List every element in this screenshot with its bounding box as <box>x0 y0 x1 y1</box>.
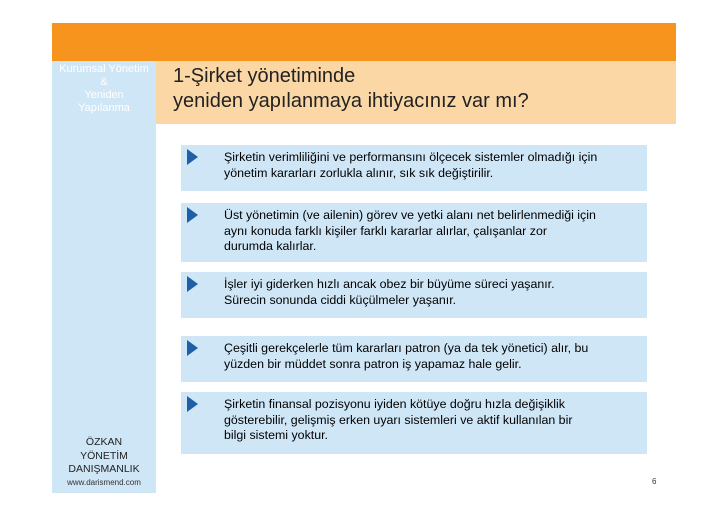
bullet-line: aynı konuda farklı kişiler farklı kararlar alırlar, çalışanlar zor <box>224 223 547 238</box>
sidebar-panel <box>52 61 156 493</box>
arrow-right-icon <box>187 149 198 165</box>
page-title-line: 1-Şirket yönetiminde <box>173 65 356 87</box>
bullet-item-4 <box>181 336 647 382</box>
bullet-text <box>224 150 642 181</box>
bullet-text <box>224 397 642 444</box>
website-link[interactable]: www.darismend.com <box>67 478 141 487</box>
bullet-line: Şirketin finansal pozisyonu iyiden kötüye doğru hızla değişiklik <box>224 397 565 411</box>
page-title <box>173 64 529 114</box>
bullet-text <box>224 341 642 372</box>
arrow-right-icon <box>187 207 198 223</box>
bullet-text <box>224 277 642 308</box>
bullet-text <box>224 208 642 255</box>
bullet-line: İşler iyi giderken hızlı ancak obez bir büyüme süreci yaşanır. <box>224 277 555 291</box>
sidebar-title-line: Yeniden <box>84 89 124 101</box>
bullet-line: Üst yönetimin (ve ailenin) görev ve yetki alanı net belirlenmediği için <box>224 208 596 222</box>
bullet-line: bilgi sistemi yoktur. <box>224 428 328 442</box>
bullet-line: yüzden bir müddet sonra patron iş yapamaz hale gelir. <box>224 356 522 371</box>
arrow-right-icon <box>187 276 198 292</box>
bullet-item-5 <box>181 392 647 454</box>
company-name-line: YÖNETİM <box>80 449 128 462</box>
header-orange-band <box>52 23 676 61</box>
bullet-line: gösterebilir, gelişmiş erken uyarı sistemleri ve aktif kullanılan bir <box>224 412 573 427</box>
company-name-line: ÖZKAN <box>85 436 123 448</box>
company-name <box>52 436 156 477</box>
sidebar-title-line: Kurumsal Yönetim <box>59 63 149 75</box>
arrow-right-icon <box>187 396 198 412</box>
sidebar-title <box>52 63 156 115</box>
page-title-line: yeniden yapılanmaya ihtiyacınız var mı? <box>173 90 529 112</box>
company-name-line: DANIŞMANLIK <box>68 463 140 475</box>
bullet-line: Sürecin sonunda ciddi küçülmeler yaşanır. <box>224 292 457 307</box>
arrow-right-icon <box>187 340 198 356</box>
bullet-line: yönetim kararları zorlukla alınır, sık sık değiştirilir. <box>224 165 494 180</box>
sidebar-title-line: & <box>100 76 108 88</box>
bullet-item-1 <box>181 145 647 191</box>
sidebar-title-line: Yapılanma <box>78 102 130 114</box>
bullet-item-2 <box>181 203 647 262</box>
bullet-line: durumda kalırlar. <box>224 239 317 253</box>
bullet-item-3 <box>181 272 647 318</box>
page-number: 6 <box>652 477 657 486</box>
bullet-line: Şirketin verimliliğini ve performansını ölçecek sistemler olmadığı için <box>224 150 598 164</box>
bullet-line: Çeşitli gerekçelerle tüm kararları patron (ya da tek yönetici) alır, bu <box>224 341 589 355</box>
